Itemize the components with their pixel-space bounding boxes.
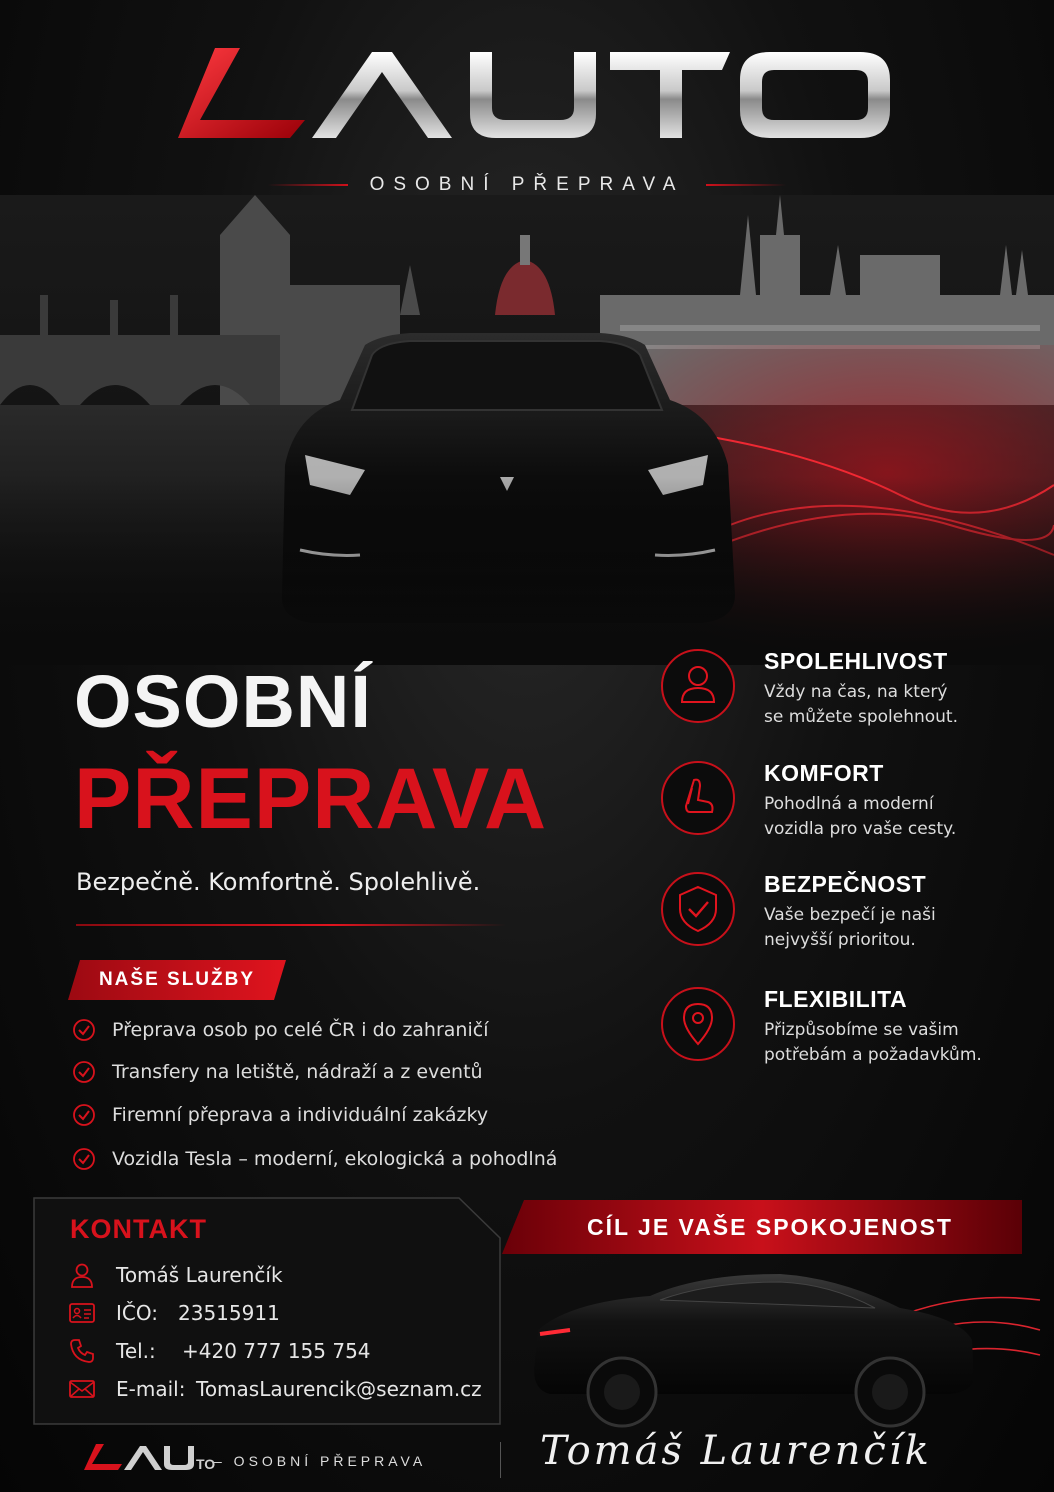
footer-logo <box>84 1438 216 1478</box>
feature-description <box>764 1018 1044 1068</box>
service-item <box>72 1057 483 1087</box>
brand-subtitle: OSOBNÍ PŘEPRAVA <box>369 174 685 195</box>
service-item <box>72 1100 488 1130</box>
service-item-text: Firemní přeprava a individuální zakázky <box>112 1104 489 1126</box>
side-car-image <box>510 1260 1040 1430</box>
contact-ico-row <box>68 1297 280 1329</box>
feature-safety <box>660 871 1040 971</box>
shield-icon <box>660 871 736 947</box>
contact-title: KONTAKT <box>70 1214 207 1244</box>
footer-subtitle: – OSOBNÍ PŘEPRAVA <box>214 1453 427 1469</box>
feature-title: BEZPEČNOST <box>764 871 927 897</box>
location-pin-icon <box>660 986 736 1062</box>
feature-comfort <box>660 760 1040 860</box>
contact-name-row <box>68 1259 283 1291</box>
email-label: E-mail: <box>116 1377 186 1401</box>
tel-label: Tel.: <box>116 1339 156 1363</box>
phone-icon <box>68 1337 96 1365</box>
service-item-text: Vozidla Tesla – moderní, ekologická a pohodlná <box>112 1148 558 1170</box>
lauto-logo <box>0 30 1054 160</box>
service-item <box>72 1144 557 1174</box>
divider-right <box>706 184 786 186</box>
service-item-text: Transfery na letiště, nádraží a z eventů <box>112 1061 483 1083</box>
feature-line: Pohodlná a moderní <box>764 794 934 814</box>
feature-reliability <box>660 648 1040 748</box>
check-circle-icon <box>72 1060 96 1084</box>
feature-title: KOMFORT <box>764 760 884 786</box>
envelope-icon <box>68 1375 96 1403</box>
divider-left <box>268 184 348 186</box>
ico-value: 23515911 <box>178 1301 280 1325</box>
feature-description <box>764 903 1044 953</box>
email-value[interactable]: TomasLaurencik@seznam.cz <box>196 1377 482 1401</box>
feature-title: FLEXIBILITA <box>764 986 908 1012</box>
slogan: CÍL JE VAŠE SPOKOJENOST <box>587 1214 953 1240</box>
services-heading: NAŠE SLUŽBY <box>98 969 256 990</box>
feature-line: Vždy na čas, na který <box>764 682 948 702</box>
contact-name: Tomáš Laurenčík <box>116 1263 283 1287</box>
feature-description <box>764 680 1044 730</box>
feature-title: SPOLEHLIVOST <box>764 648 948 674</box>
hero-tagline: Bezpečně. Komfortně. Spolehlivě. <box>76 868 481 896</box>
hero-title-line1: OSOBNÍ <box>74 660 372 743</box>
id-card-icon <box>68 1299 96 1327</box>
feature-line: nejvyšší prioritou. <box>764 930 916 950</box>
contact-email-row <box>68 1373 482 1405</box>
feature-line: Přizpůsobíme se vašim <box>764 1020 959 1040</box>
signature: Tomáš Laurenčík <box>540 1428 932 1474</box>
feature-line: vozidla pro vaše cesty. <box>764 819 957 839</box>
service-item-text: Přeprava osob po celé ČR i do zahraničí <box>112 1019 489 1041</box>
feature-flexibility <box>660 986 1040 1086</box>
svg-text:TO: TO <box>196 1456 216 1472</box>
service-item <box>72 1015 488 1045</box>
check-circle-icon <box>72 1103 96 1127</box>
seat-icon <box>660 760 736 836</box>
prague-night-scene <box>0 195 1054 665</box>
ico-label: IČO: <box>116 1301 158 1325</box>
tel-value[interactable]: +420 777 155 754 <box>182 1339 371 1363</box>
feature-description <box>764 792 1044 842</box>
feature-line: se můžete spolehnout. <box>764 707 958 727</box>
hero-title-line2: PŘEPRAVA <box>74 751 548 847</box>
feature-line: potřebám a požadavkům. <box>764 1045 982 1065</box>
tagline-divider <box>76 924 506 926</box>
services-heading-banner <box>68 960 286 1000</box>
person-icon <box>68 1261 96 1289</box>
feature-line: Vaše bezpečí je naši <box>764 905 936 925</box>
check-circle-icon <box>72 1147 96 1171</box>
check-circle-icon <box>72 1018 96 1042</box>
contact-phone-row <box>68 1335 371 1367</box>
person-icon <box>660 648 736 724</box>
footer-divider <box>500 1442 501 1478</box>
